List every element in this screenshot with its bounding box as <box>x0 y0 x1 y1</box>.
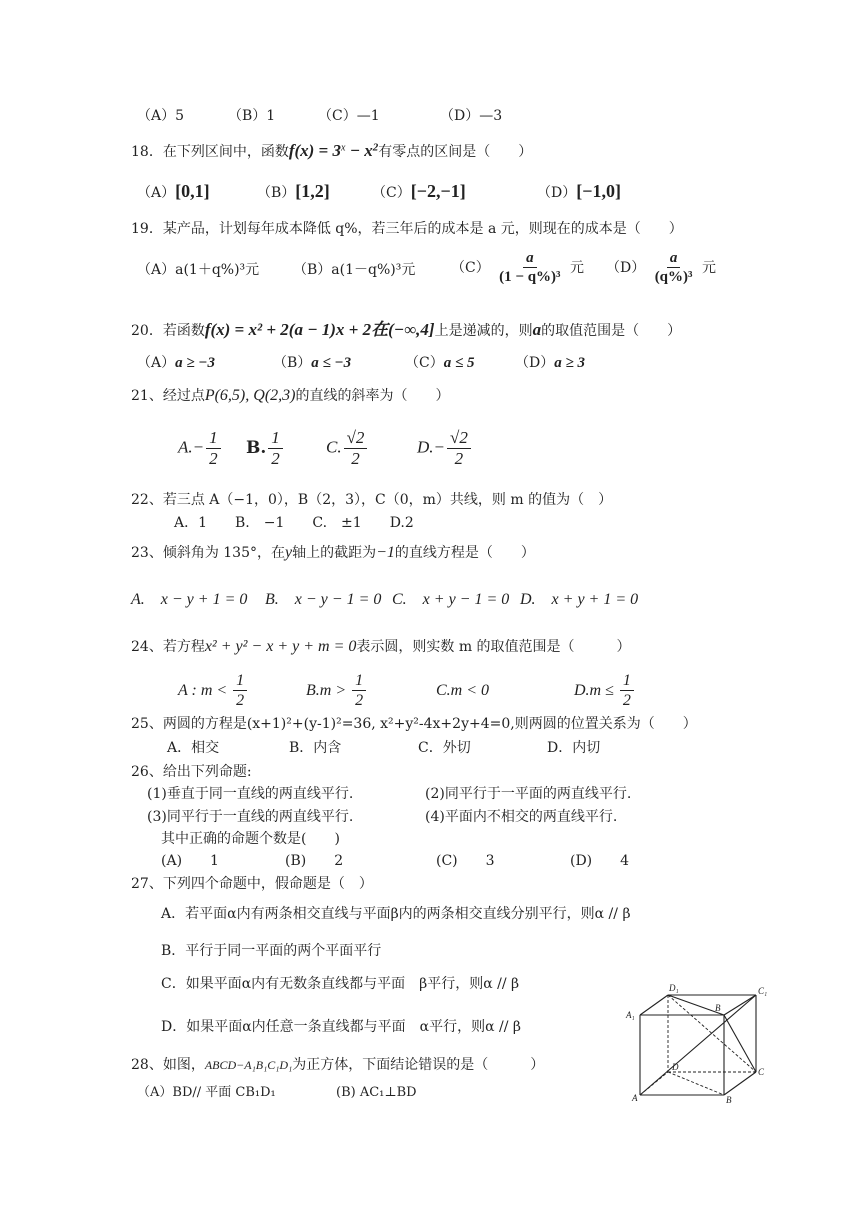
q27-option-d: D．如果平面α内任意一条直线都与平面 α平行，则α // β <box>161 1019 522 1035</box>
q20-stem-post: 上是递减的，则 <box>434 323 533 339</box>
label-a1: A₁ <box>626 1010 635 1020</box>
q24-d-den: 2 <box>622 692 631 710</box>
q19-d-num: a <box>667 250 681 268</box>
q26-question: 其中正确的命题个数是( ) <box>161 831 340 847</box>
q19-stem: 19．某产品，计划每年成本降低 q%，若三年后的成本是 a 元，则现在的成本是（ ） <box>131 221 683 237</box>
q20-b-label: （B） <box>273 355 312 371</box>
q17-option-d: （D）—3 <box>440 108 503 124</box>
q24-option-c: C.m < 0 <box>436 682 490 699</box>
q21-a-den: 2 <box>209 448 218 468</box>
q25-stem: 25、两圆的方程是(x+1)²+(y-1)²=36, x²+y²-4x+2y+4=0,则两圆的位置关系为（ ） <box>131 716 697 732</box>
q26-proposition-4: (4)平面内不相交的两直线平行. <box>425 809 618 825</box>
q21-c-label: C. <box>326 437 342 457</box>
q24-option-d <box>574 672 636 711</box>
q21-c-den: 2 <box>351 448 360 468</box>
q24-d-fraction <box>620 672 634 711</box>
q26-proposition-3: (3)同平行于一直线的两直线平行. <box>147 809 354 825</box>
q25-option-c: C．外切 <box>418 740 471 756</box>
q23-value: −1 <box>376 544 395 561</box>
q19-d-unit: 元 <box>701 260 716 277</box>
q23-stem <box>131 543 535 562</box>
q19-c-num: a <box>523 250 537 268</box>
label-a: A <box>632 1093 638 1103</box>
q28-cube: ABCD−A₁B₁C₁D₁ <box>204 1058 293 1072</box>
q27-option-a: A．若平面α内有两条相交直线与平面β内的两条相交直线分别平行，则α // β <box>161 906 631 922</box>
q21-stem <box>131 386 449 405</box>
q17-option-c: （C）—1 <box>318 108 380 124</box>
q20-option-d <box>515 354 585 372</box>
q18-minus: − x <box>345 141 373 160</box>
q21-d-den: 2 <box>454 448 464 468</box>
q28-option-b: (B) AC₁⊥BD <box>336 1085 417 1100</box>
q24-b-label: B.m > <box>306 681 347 699</box>
q19-option-b: （B）a(1－q%)³元 <box>293 262 416 278</box>
q23-stem-post: 的直线方程是（ ） <box>394 545 535 561</box>
q20-option-a <box>137 354 215 372</box>
q24-b-num: 1 <box>352 672 366 691</box>
q24-option-b <box>306 672 368 711</box>
q24-a-den: 2 <box>236 692 245 710</box>
edge-b1-c1 <box>724 995 756 1015</box>
q21-stem-post: 的直线的斜率为（ ） <box>295 388 450 404</box>
q18-option-d <box>537 181 621 203</box>
q20-expression: f(x) = x² + 2(a − 1)x + 2在(−∞,4] <box>204 320 435 339</box>
q19-c-den: (1 − q%)³ <box>499 269 561 286</box>
edge-a1-d1 <box>640 995 668 1015</box>
q21-option-a <box>178 428 223 469</box>
q26-option-b: (B) 2 <box>285 853 344 869</box>
q21-option-d <box>417 428 473 469</box>
q21-a-num: 1 <box>206 428 221 449</box>
q17-option-b: （B）1 <box>228 108 276 124</box>
label-d: D <box>672 1062 679 1072</box>
q24-d-num: 1 <box>620 672 634 691</box>
q26-proposition-1: (1)垂直于同一直线的两直线平行. <box>147 786 354 802</box>
q19-c-unit: 元 <box>570 260 585 277</box>
q20-c-value: a ≤ 5 <box>443 355 475 371</box>
q23-option-d: D. x + y + 1 = 0 <box>520 591 639 608</box>
q20-option-c <box>405 354 474 372</box>
q18-exp2: 2 <box>372 141 379 154</box>
q26-option-d: (D) 4 <box>570 853 630 869</box>
q24-stem-post: 表示圆，则实数 m 的取值范围是（ ） <box>356 639 631 655</box>
q19-d-fraction <box>652 250 696 286</box>
q28-stem <box>131 1057 544 1074</box>
q18-d-value: [−1,0] <box>576 181 621 201</box>
q21-a-fraction <box>206 428 221 469</box>
hidden-edge-d-b <box>668 1072 724 1095</box>
q23-stem-pre: 23、倾斜角为 135°，在 <box>131 545 285 561</box>
q21-c-fraction <box>344 428 368 469</box>
q23-option-b: B. x − y − 1 = 0 <box>265 591 382 608</box>
q19-option-a: （A）a(1＋q%)³元 <box>137 262 260 278</box>
label-d1: D₁ <box>669 983 679 993</box>
q23-stem-mid: 轴上的截距为 <box>292 545 377 561</box>
edge-b1-c <box>724 1015 756 1072</box>
q24-b-den: 2 <box>355 692 364 710</box>
q20-d-label: （D） <box>515 355 555 371</box>
q18-option-b <box>257 181 330 203</box>
q18-c-value: [−2,−1] <box>410 181 466 201</box>
cube-figure <box>622 980 772 1105</box>
q26-option-c: (C) 3 <box>436 853 495 869</box>
q18-b-label: （B） <box>257 185 296 201</box>
q18-d-label: （D） <box>537 185 577 201</box>
q24-b-fraction <box>352 672 366 711</box>
q23-option-a: A. x − y + 1 = 0 <box>131 591 248 608</box>
q20-b-value: a ≤ −3 <box>311 355 352 371</box>
q19-option-c <box>451 250 584 286</box>
q21-b-label: B. <box>246 437 267 458</box>
q20-stem-pre: 20．若函数 <box>131 323 205 339</box>
q19-d-label: （D） <box>606 260 646 277</box>
q24-option-a <box>178 672 249 711</box>
q18-stem-pre: 18．在下列区间中，函数 <box>131 144 289 160</box>
q24-a-fraction <box>233 672 247 711</box>
q22-stem: 22、若三点 A（−1，0），B（2，3），C（0，m）共线，则 m 的值为（ ） <box>131 492 613 508</box>
q28-option-a: （A）BD// 平面 CB₁D₁ <box>137 1085 276 1100</box>
q24-a-num: 1 <box>233 672 247 691</box>
q21-b-num: 1 <box>268 428 283 449</box>
q27-stem: 27、下列四个命题中，假命题是（ ） <box>131 876 373 892</box>
q20-variable: a <box>532 320 542 339</box>
q18-a-value: [0,1] <box>175 181 210 201</box>
q24-stem <box>131 637 631 656</box>
q20-d-value: a ≥ 3 <box>554 355 585 371</box>
label-c: C <box>758 1067 765 1077</box>
q21-points: P(6,5), Q(2,3) <box>204 387 296 404</box>
q21-stem-pre: 21、经过点 <box>131 388 205 404</box>
label-c1: C₁ <box>758 986 768 996</box>
q19-c-label: （C） <box>451 260 490 277</box>
q21-a-label: A.− <box>178 437 205 457</box>
q28-stem-pre: 28、如图， <box>131 1057 205 1073</box>
q25-option-b: B．内含 <box>289 740 342 756</box>
q22-options: A．1 B. −1 C. ±1 D.2 <box>174 515 414 531</box>
q18-option-a <box>137 181 210 203</box>
q20-stem <box>131 320 681 340</box>
q20-a-value: a ≥ −3 <box>175 355 215 371</box>
q20-stem-post2: 的取值范围是（ ） <box>541 323 682 339</box>
q24-stem-pre: 24、若方程 <box>131 639 205 655</box>
q23-option-c: C. x + y − 1 = 0 <box>392 591 510 608</box>
q27-option-c: C．如果平面α内有无数条直线都与平面 β平行，则α // β <box>161 976 520 992</box>
q18-b-value: [1,2] <box>295 181 330 201</box>
label-b: B <box>726 1095 732 1105</box>
q19-c-fraction <box>496 250 563 286</box>
q18-stem-post: 有零点的区间是（ ） <box>378 144 533 160</box>
q26-proposition-2: (2)同平行于一平面的两直线平行. <box>425 786 632 802</box>
q18-func: f(x) = 3 <box>288 141 341 160</box>
q21-b-fraction <box>268 428 283 469</box>
q20-c-label: （C） <box>405 355 444 371</box>
q18-c-label: （C） <box>372 185 411 201</box>
q21-d-fraction <box>447 428 471 469</box>
q24-d-label: D.m ≤ <box>574 681 614 699</box>
q18-option-c <box>372 181 466 203</box>
q27-option-b: B．平行于同一平面的两个平面平行 <box>161 943 382 959</box>
q21-option-c <box>326 428 369 469</box>
q23-y: y <box>285 544 293 561</box>
q24-a-label: A : m < <box>178 681 228 699</box>
q26-option-a: (A) 1 <box>161 853 219 869</box>
q21-d-num: √2 <box>447 428 471 449</box>
q24-equation: x² + y² − x + y + m = 0 <box>204 638 357 655</box>
q18-exp: x <box>341 142 346 154</box>
q21-b-den: 2 <box>271 448 280 468</box>
q19-option-d <box>606 250 716 286</box>
q18-stem <box>131 141 532 161</box>
q21-c-num: √2 <box>344 428 368 449</box>
label-b1: B <box>715 1003 721 1013</box>
edge-a-c1 <box>640 995 756 1095</box>
q26-stem: 26、给出下列命题: <box>131 764 252 780</box>
q18-a-label: （A） <box>137 185 176 201</box>
q21-option-b <box>246 428 285 469</box>
q17-option-a: （A）5 <box>137 108 185 124</box>
q25-option-d: D．内切 <box>547 740 601 756</box>
q20-a-label: （A） <box>137 355 176 371</box>
q25-option-a: A．相交 <box>167 740 220 756</box>
edge-b-c <box>724 1072 756 1095</box>
q21-d-label: D.− <box>417 437 445 457</box>
q20-option-b <box>273 354 351 372</box>
q19-d-den: (q%)³ <box>654 269 693 286</box>
q28-stem-post: 为正方体，下面结论错误的是（ ） <box>292 1057 545 1073</box>
